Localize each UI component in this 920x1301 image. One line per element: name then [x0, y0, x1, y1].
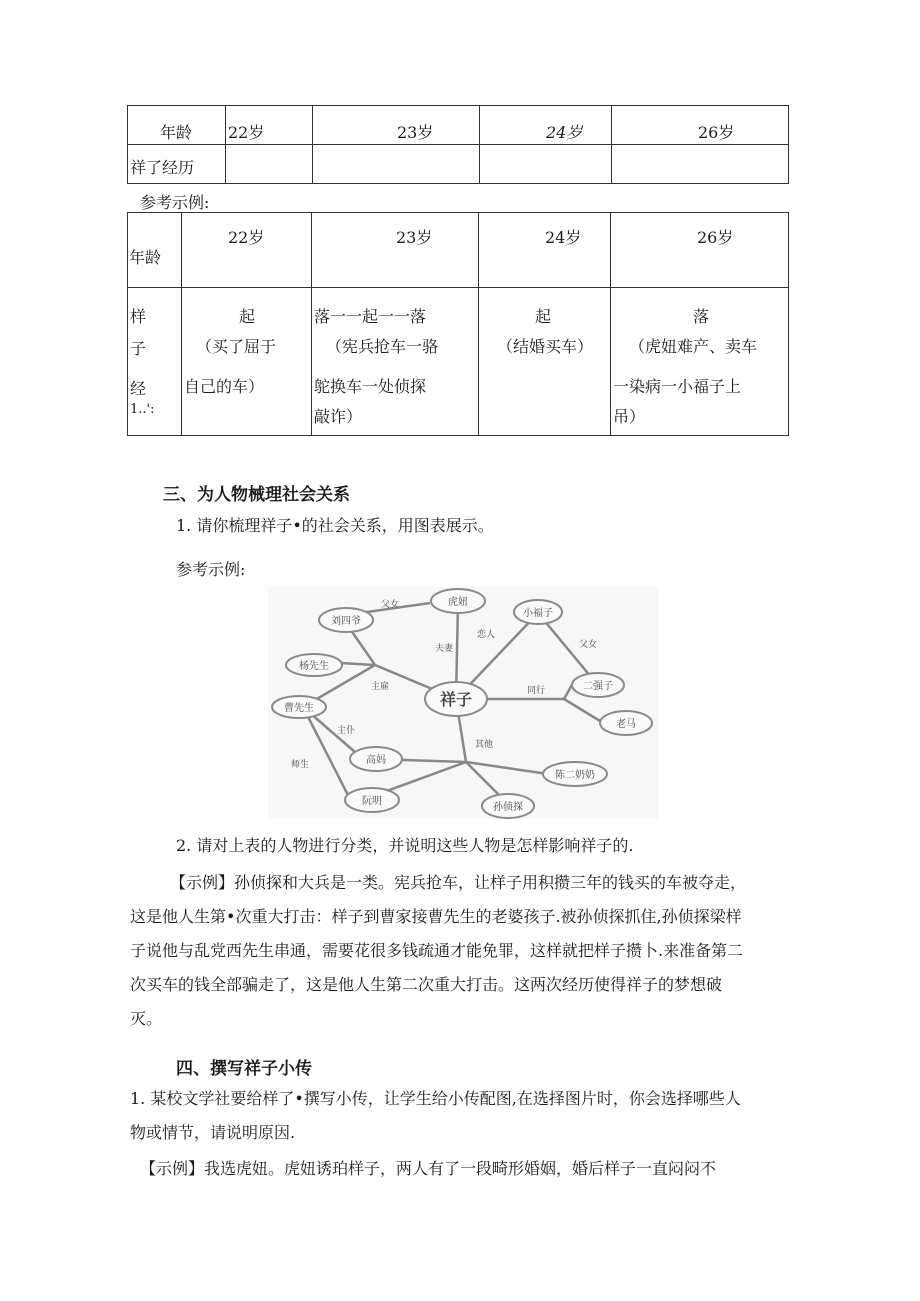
age-cell-22: 22岁	[226, 106, 313, 145]
section3-question-1: 1. 请你梳理祥子•的社会关系，用图表展示。	[176, 516, 494, 535]
node-center: 祥子	[439, 690, 473, 709]
edge-cao-ruanming	[303, 707, 350, 799]
age-cell-26: 26岁	[612, 106, 789, 145]
edge-other-chen	[466, 762, 548, 774]
edge-label-zhupu2: 主仆	[336, 726, 356, 736]
example-line: 这是他人生第•次重大打击：样子到曹家接曹先生的老婆孩子.被孙侦探抓住,孙侦探梁样	[130, 907, 742, 926]
node-ruanming: 阮明	[362, 796, 382, 807]
node-caoxiansheng: 曹先生	[284, 703, 314, 714]
edge-label-funv-2: 父女	[578, 640, 598, 650]
blank-cell	[226, 145, 313, 184]
edge-tonghang-laoma	[564, 699, 600, 721]
edge-hub-yang	[340, 663, 375, 665]
section4-example: 【示例】我选虎妞。虎妞诱珀样子，两人有了一段畸形婚姻，婚后样子一直闷闷不	[140, 1159, 717, 1178]
edge-label-zhupu: 主雇	[370, 682, 390, 692]
example-line: 子说他与乱党西先生串通，需要花很多钱疏通才能免罪，这样就把样子攒卜.来准备第二	[130, 941, 744, 960]
row-label-experience: 祥了经历	[128, 145, 226, 184]
age-table-example	[127, 212, 789, 436]
question-line: 1. 某校文学社要给样了•撰写小传，让学生给小传配图,在选择图片时，你会选择哪些人	[130, 1089, 741, 1108]
reference-label: 参考示例:	[140, 193, 210, 212]
question-line: 物或情节，请说明原因.	[130, 1123, 296, 1142]
blank-cell	[612, 145, 789, 184]
age-cell-22: 22岁	[182, 213, 312, 288]
blank-cell	[480, 145, 612, 184]
edge-label-shisheng: 师生	[290, 760, 310, 770]
row-label-experience: 样 子 经 1..':	[128, 288, 182, 436]
node-yangxiansheng: 杨先生	[299, 661, 329, 672]
node-laoma: 老马	[616, 719, 636, 730]
age-cell-23: 23岁	[313, 106, 480, 145]
experience-cell-26: 落 （虎妞难产、卖车 一染病一小福子上 吊）	[611, 288, 789, 436]
example-line: 【示例】孙侦探和大兵是一类。宪兵抢车，让样子用积攒三年的钱买的车被夺走，	[170, 873, 747, 892]
experience-cell-24: 起 （结婚买车）	[479, 288, 611, 436]
node-chenerlaoye: 陈二奶奶	[555, 770, 595, 781]
node-sunzhentan: 孙侦探	[493, 802, 523, 813]
relationship-diagram	[268, 587, 658, 819]
example-line: 次买车的钱全部骗走了，这是他人生第二次重大打击。这两次经历使得祥子的梦想破	[130, 975, 723, 994]
section3-reference-label: 参考示例:	[176, 560, 246, 579]
age-table-blank	[127, 105, 789, 184]
section3-example	[130, 866, 790, 1036]
node-liusiye: 刘四爷	[331, 616, 361, 627]
section4-heading: 四、撰写祥子小传	[176, 1059, 312, 1079]
age-cell-23: 23岁	[312, 213, 479, 288]
example-line: 灭。	[130, 1009, 163, 1028]
section3-question-2: 2. 请对上表的人物进行分类，并说明这些人物是怎样影响祥子的.	[176, 836, 634, 855]
row-label-age: 年龄	[128, 106, 226, 145]
node-gaoma: 高妈	[366, 755, 386, 766]
edge-label-funv-1: 父女	[380, 600, 400, 610]
edge-label-lianren: 恋人	[476, 630, 496, 640]
blank-cell	[313, 145, 480, 184]
age-cell-24: 24岁	[479, 213, 611, 288]
section3-heading: 三、为人物械理社会关系	[163, 485, 350, 505]
node-huniu: 虎妞	[448, 597, 468, 608]
edge-label-tonghang: 同行	[526, 686, 546, 696]
age-cell-26: 26岁	[611, 213, 789, 288]
experience-cell-22: 起 （买了屈于 自己的车）	[182, 288, 312, 436]
section4-question-1	[130, 1082, 790, 1150]
edge-label-fufu: 夫妻	[434, 644, 454, 654]
node-xiaofuzi: 小福子	[523, 608, 553, 619]
age-cell-24: 24岁	[480, 106, 612, 145]
node-erqiangzi: 二强子	[583, 681, 613, 692]
experience-cell-23: 落一一起一一落 （宪兵抢车一骆 鸵换车一处侦探 敲诈）	[312, 288, 479, 436]
row-label-age: 年龄	[128, 213, 182, 288]
edge-label-qita: 其他	[474, 740, 494, 750]
